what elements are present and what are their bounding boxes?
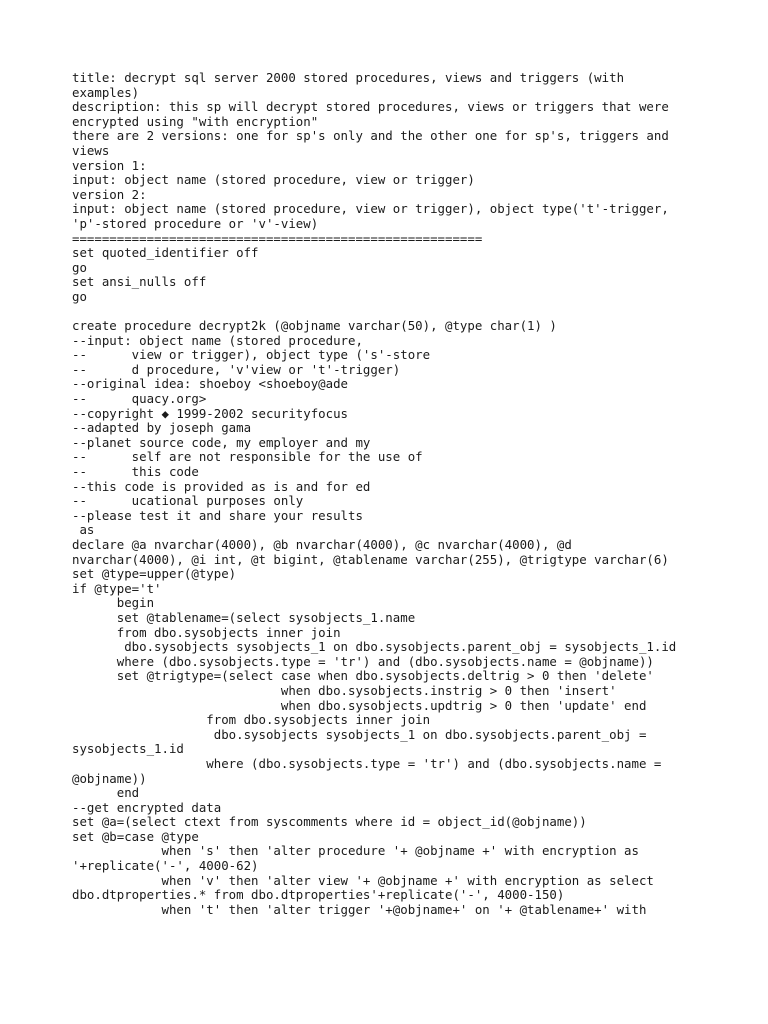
text-line: where (dbo.sysobjects.type = 'tr') and (dbo.sysobjects.name = [72,755,662,771]
text-line: when dbo.sysobjects.updtrig > 0 then 'update' end [72,697,647,713]
text-line: --get encrypted data [72,799,222,815]
text-line: --copyright ◆ 1999-2002 securityfocus [72,405,349,421]
text-line: version 1: [72,157,147,173]
text-line: create procedure decrypt2k (@objname varchar(50), @type char(1) ) [72,318,557,334]
code-text-block [72,71,752,917]
text-line: description: this sp will decrypt stored procedures, views or triggers that were [72,99,669,115]
text-line: --planet source code, my employer and my [72,434,371,450]
text-line: set @type=upper(@type) [72,566,237,582]
text-line: set @a=(select ctext from syscomments where id = object_id(@objname)) [72,814,587,830]
text-line: declare @a nvarchar(4000), @b nvarchar(4000), @c nvarchar(4000), @d [72,537,572,552]
text-line: begin [72,595,155,611]
text-line: when dbo.sysobjects.instrig > 0 then 'insert' [72,682,617,698]
text-line: from dbo.sysobjects inner join [72,712,431,728]
text-line: encrypted using "with encryption" [72,113,319,129]
text-line: nvarchar(4000), @i int, @t bigint, @tablename varchar(255), @trigtype varchar(6) [72,551,669,567]
text-line: when 't' then 'alter trigger '+@objname+' on '+ @tablename+' with [72,901,647,917]
text-line: --this code is provided as is and for ed [72,478,371,494]
text-line: dbo.sysobjects sysobjects_1 on dbo.sysobjects.parent_obj = [72,726,647,742]
text-line: set quoted_identifier off [72,245,259,261]
separator-line: ======================================================= [72,230,483,246]
text-line: -- view or trigger), object type ('s'-store [72,347,431,363]
text-line: -- d procedure, 'v'view or 't'-trigger) [72,361,401,377]
text-line: title: decrypt sql server 2000 stored procedures, views and triggers (with [72,70,625,85]
text-line: -- quacy.org> [72,391,207,407]
text-line: dbo.dtproperties.* from dbo.dtproperties'+replicate('-', 4000-150) [72,887,565,903]
text-line: when 'v' then 'alter view '+ @objname +' with encryption as select [72,872,654,888]
text-line: set @trigtype=(select case when dbo.sysobjects.deltrig > 0 then 'delete' [72,668,654,684]
text-line: version 2: [72,186,147,202]
blank-line [72,305,752,320]
text-line: dbo.sysobjects sysobjects_1 on dbo.sysobjects.parent_obj = sysobjects_1.id [72,639,677,655]
text-line: go [72,259,87,275]
text-line: --original idea: shoeboy <shoeboy@ade [72,376,349,392]
text-line: input: object name (stored procedure, view or trigger), object type('t'-trigger, [72,201,669,217]
text-line: as [72,522,95,538]
text-line: end [72,785,140,801]
text-line: --input: object name (stored procedure, [72,332,363,348]
text-line: set ansi_nulls off [72,274,207,290]
text-line: views [72,142,110,158]
text-line: from dbo.sysobjects inner join [72,624,341,640]
text-line: there are 2 versions: one for sp's only and the other one for sp's, triggers and [72,128,669,144]
text-line: go [72,288,87,304]
text-line: 'p'-stored procedure or 'v'-view) [72,215,319,231]
text-line: '+replicate('-', 4000-62) [72,858,259,874]
text-line: -- self are not responsible for the use of [72,449,423,465]
text-line: when 's' then 'alter procedure '+ @objname +' with encryption as [72,843,639,859]
text-line: --adapted by joseph gama [72,420,252,436]
text-line: --please test it and share your results [72,507,363,523]
text-line: set @tablename=(select sysobjects_1.name [72,609,416,625]
text-line: where (dbo.sysobjects.type = 'tr') and (dbo.sysobjects.name = @objname)) [72,653,654,669]
text-line: sysobjects_1.id [72,741,184,757]
text-line: -- this code [72,464,199,480]
text-line: if @type='t' [72,580,162,596]
text-line: -- ucational purposes only [72,493,304,509]
text-line: @objname)) [72,770,147,786]
text-line: set @b=case @type [72,828,199,844]
text-line: input: object name (stored procedure, view or trigger) [72,172,475,188]
text-line: examples) [72,84,140,100]
